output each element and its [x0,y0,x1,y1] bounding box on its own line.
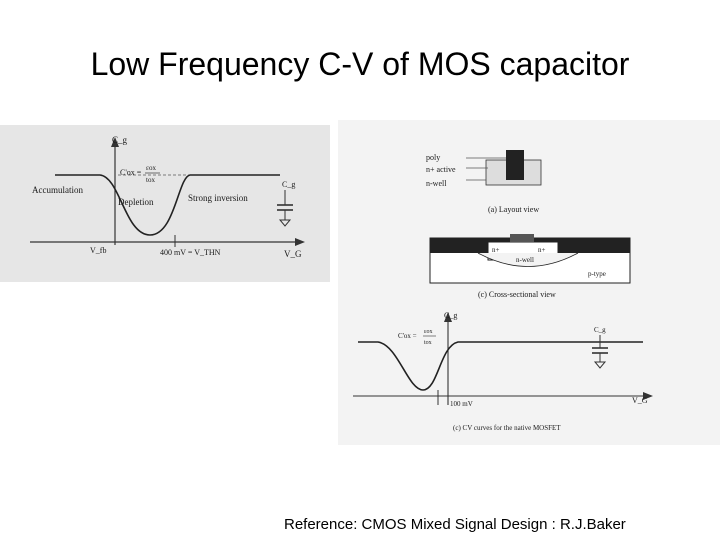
layout-view [466,150,541,185]
cv-curve-native [358,342,643,390]
cv-x-label: V_G [632,396,648,405]
poly-gate [506,150,524,180]
x-axis-arrow [295,238,305,246]
right-native-mosfet-diagram [338,120,720,445]
cv-tick-label: 100 mV [450,400,473,408]
depletion-label: Depletion [118,197,154,207]
cv-cox-num: εox [424,329,433,335]
strong-inversion-label: Strong inversion [188,193,248,203]
vfb-tick-label: V_fb [90,246,107,255]
reference-citation: Reference: CMOS Mixed Signal Design : R.J.Baker [284,516,626,533]
layout-caption: (a) Layout view [488,205,540,214]
psub-label: p-type [588,270,606,278]
cox-equation-numerator: εox [146,164,156,172]
cv-cap-label: C_g [594,326,606,334]
nactive-label: n+ active [426,165,456,174]
slide-title: Low Frequency C-V of MOS capacitor [90,46,630,82]
capacitor-symbol-label: C_g [282,180,296,189]
cv-y-label: C_g [444,311,458,320]
cv-caption: (c) CV curves for the native MOSFET [453,424,561,432]
nplus-right-label: n+ [538,246,546,254]
left-cv-diagram [0,125,330,282]
cv-curve [55,175,280,235]
cox-equation-denominator: tox [146,176,155,184]
nwell-label: n-well [426,179,447,188]
poly-label: poly [426,153,441,162]
right-native-mosfet-figure [338,120,720,445]
capacitor-icon [277,190,293,226]
nwell-section-label: n-well [516,256,534,264]
cv-cox-den: tox [424,340,432,346]
nplus-left-label: n+ [492,246,500,254]
vthn-tick-label: 400 mV = V_THN [160,248,221,257]
y-axis-label: C_g [112,135,128,145]
accumulation-label: Accumulation [32,185,83,195]
left-cv-figure [0,125,330,282]
cox-equation-lhs: C'ox = [120,168,142,177]
cv-cox-lhs: C'ox = [398,332,417,340]
x-axis-label: V_G [284,249,302,259]
cv-capacitor-icon [592,335,608,368]
cross-section-caption: (c) Cross-sectional view [478,290,556,299]
